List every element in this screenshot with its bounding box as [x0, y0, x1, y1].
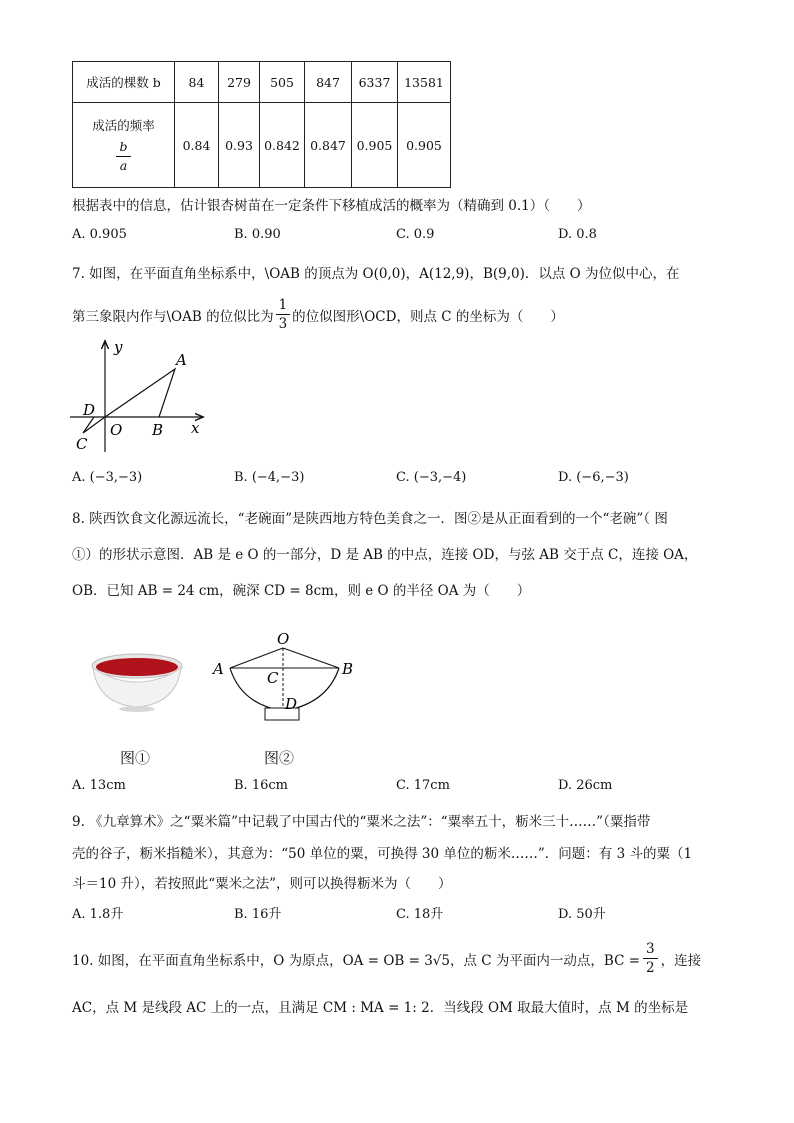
table-cell: 505: [260, 62, 305, 103]
q10-line1a: 10. 如图，在平面直角坐标系中，O 为原点，OA = OB = 3√5，点 C 为平面内一动点，BC =: [72, 952, 641, 969]
point-o-label: O: [110, 421, 123, 439]
q10-line1b: ，连接: [660, 952, 702, 969]
triangle-oab: [105, 369, 175, 417]
table-row: [73, 62, 451, 103]
q6-stem: 根据表中的信息，估计银杏树苗在一定条件下移植成活的概率为（精确到 0.1）（ ）: [72, 198, 591, 214]
q6-option-a: A. 0.905: [72, 227, 127, 242]
figure-2-caption: 图②: [264, 749, 295, 767]
table-row: [73, 103, 451, 188]
table-cell: 279: [219, 62, 260, 103]
segment-oa: [230, 648, 283, 668]
q9-line1: 9. 《九章算术》之“粟米篇”中记载了中国古代的“粟米之法”：“粟率五十，粝米三十……”（粟指带: [72, 814, 651, 830]
q8-line2: ①）的形状示意图．AB 是 e O 的一部分，D 是 AB 的中点，连接 OD，与弦 AB 交于点 C，连接 OA，: [72, 547, 698, 563]
q9-option-a: A. 1.8升: [72, 907, 124, 922]
y-axis-label: y: [114, 338, 123, 356]
q6-option-c: C. 0.9: [396, 227, 435, 242]
table-cell: 0.84: [175, 103, 219, 188]
q7-line2: [72, 296, 564, 333]
table-cell: 0.842: [260, 103, 305, 188]
q8-option-d: D. 26cm: [558, 778, 613, 793]
q7-coordinate-figure: [68, 336, 218, 456]
fraction-denominator: a: [119, 157, 128, 173]
q7-option-b: B. (−4,−3): [234, 470, 305, 485]
q7-line2b: 的位似图形\OCD，则点 C 的坐标为（ ）: [292, 308, 564, 325]
triangle-ocd: [83, 417, 105, 433]
red-bowl-image: [90, 652, 185, 714]
point-c-label: C: [76, 435, 88, 453]
fraction-one-third: [276, 296, 291, 333]
fraction-numerator: b: [116, 138, 130, 157]
table-cell: 6337: [352, 62, 398, 103]
table-row-label: [73, 103, 175, 188]
q10-line2: AC，点 M 是线段 AC 上的一点，且满足 CM : MA = 1: 2．当线段 OM 取最大值时，点 M 的坐标是: [72, 1000, 689, 1016]
point-b-label: B: [152, 421, 164, 439]
q7-line2a: 第三象限内作与\OAB 的位似比为: [72, 308, 274, 325]
q7-option-d: D. (−6,−3): [558, 470, 629, 485]
table-cell: 0.905: [398, 103, 451, 188]
q9-line3: 斗＝10 升），若按照此“粟米之法”，则可以换得粝米为（ ）: [72, 876, 452, 892]
figure-1-caption: 图①: [120, 749, 151, 767]
point-d-label: D: [285, 695, 298, 713]
q9-option-d: D. 50升: [558, 907, 606, 922]
q9-option-b: B. 16升: [234, 907, 282, 922]
q7-option-a: A. (−3,−3): [72, 470, 143, 485]
table-cell: 0.905: [352, 103, 398, 188]
fraction-numerator: 1: [276, 296, 291, 315]
fraction-denominator: 3: [278, 316, 288, 332]
q7-line1: 7. 如图，在平面直角坐标系中，\OAB 的顶点为 O(0,0)，A(12,9)，B(9,0)．以点 O 为位似中心，在: [72, 266, 680, 282]
table-row-label: 成活的棵数 b: [73, 62, 175, 103]
freq-label: 成活的频率: [92, 117, 155, 133]
fraction-b-over-a: [116, 138, 130, 175]
segment-ob: [283, 648, 339, 668]
q8-line3: OB．已知 AB = 24 cm，碗深 CD = 8cm，则 e O 的半径 OA 为（ ）: [72, 583, 531, 599]
table-cell: 0.847: [305, 103, 352, 188]
x-axis-label: x: [191, 419, 200, 437]
q8-option-c: C. 17cm: [396, 778, 450, 793]
table-cell: 84: [175, 62, 219, 103]
table-cell: 0.93: [219, 103, 260, 188]
fraction-numerator: 3: [643, 940, 658, 959]
frequency-table: [72, 61, 451, 188]
point-o-label: O: [277, 630, 290, 648]
point-d-label: D: [83, 401, 96, 419]
point-c-label: C: [267, 669, 279, 687]
fraction-three-halves: [643, 940, 658, 977]
q9-option-c: C. 18升: [396, 907, 444, 922]
q6-option-b: B. 0.90: [234, 227, 281, 242]
table-cell: 13581: [398, 62, 451, 103]
table-cell: 847: [305, 62, 352, 103]
q8-line1: 8. 陕西饮食文化源远流长，“老碗面”是陕西地方特色美食之一．图②是从正面看到的一个“老碗”（ 图: [72, 511, 668, 527]
q10-line1: [72, 940, 701, 977]
q9-line2: 壳的谷子，粝米指糙米），其意为：“50 单位的粟，可换得 30 单位的粝米……”．问题：有 3 斗的粟（1: [72, 846, 693, 862]
q8-option-b: B. 16cm: [234, 778, 288, 793]
point-a-label: A: [176, 351, 187, 369]
bowl-circle-diagram: [205, 630, 365, 726]
point-b-label: B: [342, 660, 354, 678]
point-a-label: A: [213, 660, 224, 678]
q6-option-d: D. 0.8: [558, 227, 597, 242]
q7-option-c: C. (−3,−4): [396, 470, 467, 485]
q8-option-a: A. 13cm: [72, 778, 126, 793]
fraction-denominator: 2: [646, 960, 655, 976]
